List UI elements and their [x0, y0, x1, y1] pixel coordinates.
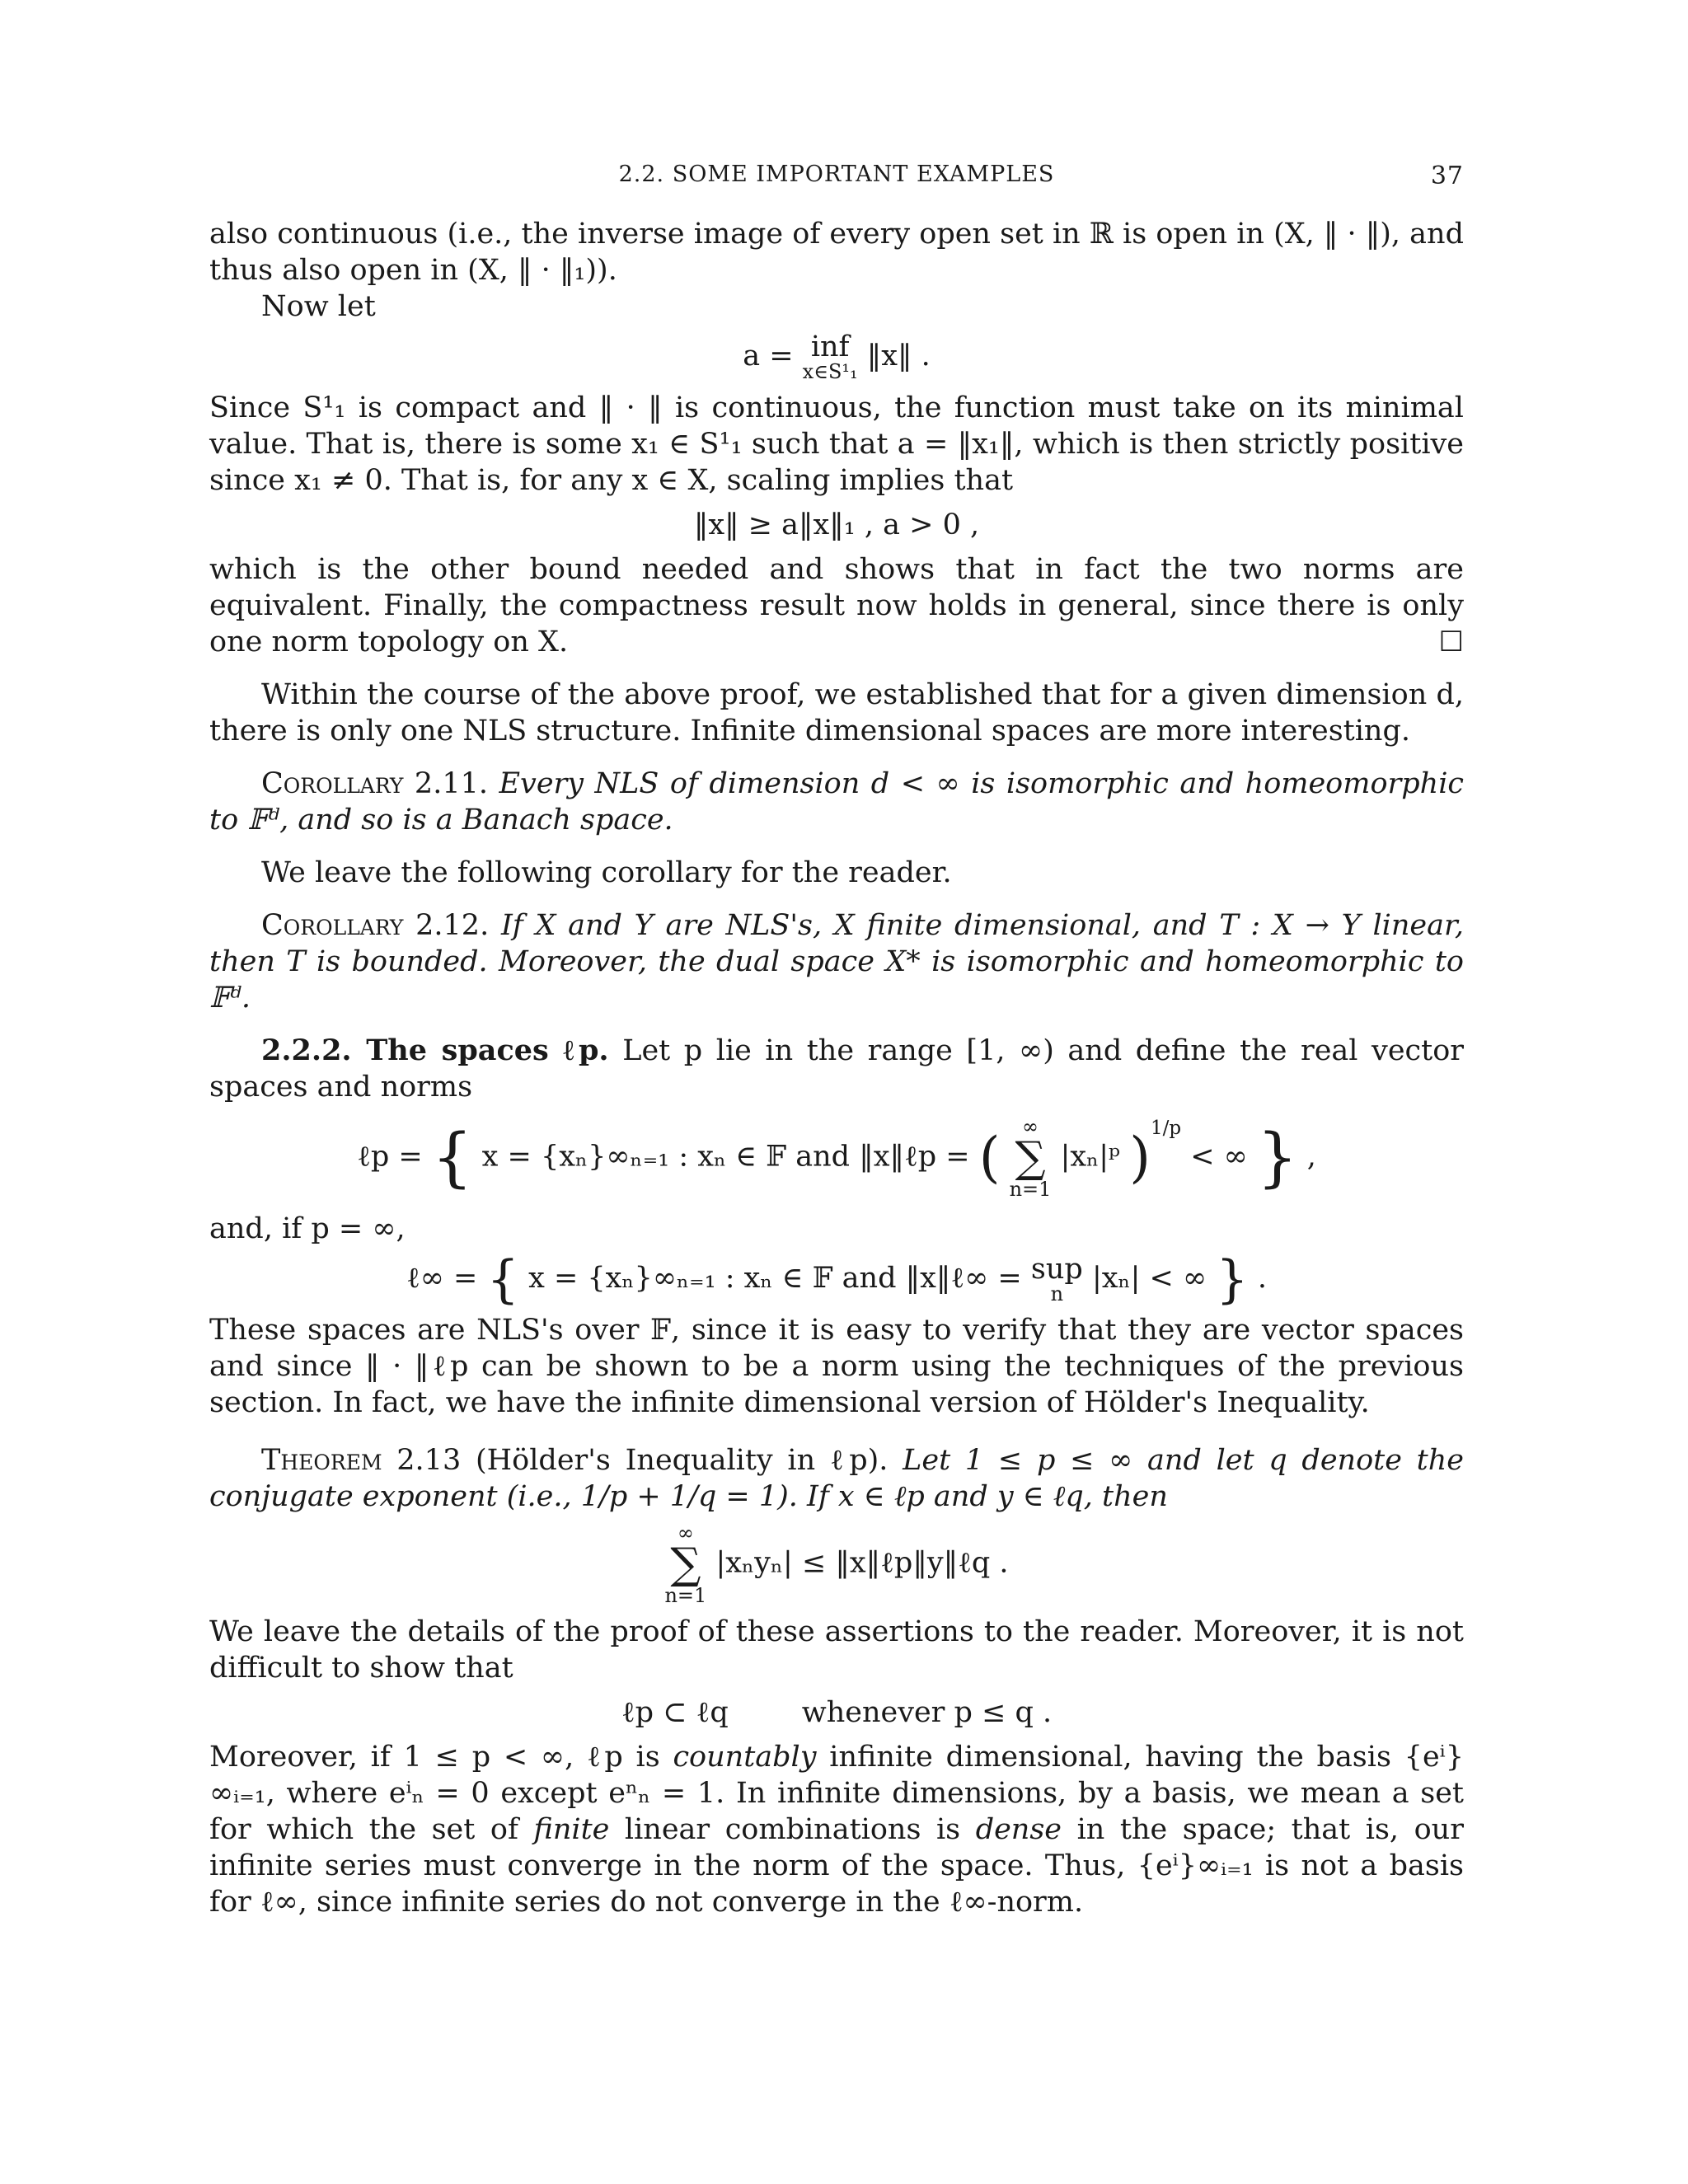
paragraph-nls-structure: Within the course of the above proof, we established that for a given dimension d, there is only one NLS structure. Infinite dimensional spaces are more interesting. [209, 678, 1464, 748]
supremum-operator: sup n [1030, 1253, 1083, 1305]
equation-infimum-left: a = [743, 340, 794, 373]
paragraph-now-let: Now let [261, 290, 376, 323]
corollary-2-12 [209, 907, 1464, 1016]
corollary-2-11 [209, 766, 1464, 838]
corollary-2-11-label: Corollary 2.11. [261, 767, 488, 800]
paragraph-continuation: also continuous (i.e., the inverse image of every open set in ℝ is open in (X, ‖ · ‖), and thus also open in (X, ‖ · ‖₁)). [209, 218, 1464, 287]
corollary-2-12-text: If X and Y are NLS's, X finite dimensional, and T : X → Y linear, then T is bounded. Moreover, the dual space X* is isomorphic and homeomorphic to 𝔽ᵈ. [209, 909, 1464, 1015]
equation-norm-bound: ‖x‖ ≥ a‖x‖₁ , a > 0 , [693, 509, 980, 541]
equation-inclusion: ℓp ⊂ ℓq whenever p ≤ q . [621, 1696, 1053, 1729]
paragraph-basis: Moreover, if 1 ≤ p < ∞, ℓp is countably infinite dimensional, having the basis {eⁱ}∞ᵢ₌₁, where eⁱₙ = 0 except eⁿₙ = 1. In infinite dimensions, by a basis, we mean a set for which the set of finite linear combinations is dense in the space; that is, our infinite series must converge in the norm of the space. Thus, {eⁱ}∞ᵢ₌₁ is not a basis for ℓ∞, since infinite series do not converge in the ℓ∞-norm. [209, 1741, 1464, 1919]
theorem-2-13 [209, 1442, 1464, 1515]
corollary-2-12-label: Corollary 2.12. [261, 909, 490, 942]
equation-linf-definition: ℓ∞ = { x = {xₙ}∞ₙ₌₁ : xₙ ∈ 𝔽 and ‖x‖ℓ∞ = sup n |xₙ| < ∞ } . [406, 1249, 1268, 1310]
equation-infimum [209, 330, 1464, 383]
theorem-2-13-name: (Hölder's Inequality in ℓp). [475, 1444, 889, 1477]
paragraph-compactness: Since S¹₁ is compact and ‖ · ‖ is continuous, the function must take on its minimal value. That is, there is some x₁ ∈ S¹₁ such that a = ‖x₁‖, which is then strictly positive since x₁ ≠ 0. That is, for any x ∈ X, scaling implies that [209, 391, 1464, 497]
section-heading: 2.2.2. The spaces ℓp. [261, 1033, 609, 1067]
sum-operator: ∞ ∑ n=1 [1009, 1115, 1052, 1201]
theorem-2-13-text: Let 1 ≤ p ≤ ∞ and let q denote the conjugate exponent (i.e., 1/p + 1/q = 1). If x ∈ ℓp and y ∈ ℓq, then [209, 1444, 1464, 1513]
paragraph-equivalence: which is the other bound needed and shows that in fact the two norms are equivalent. Finally, the compactness result now holds in general, since there is only one norm topology on X. ☐ [209, 553, 1464, 658]
infimum-operator: inf x∈S¹₁ [802, 330, 858, 383]
paragraph-leave-corollary: We leave the following corollary for the reader. [261, 856, 952, 889]
paragraph-nls-over-f: These spaces are NLS's over 𝔽, since it is easy to verify that they are vector spaces and since ‖ · ‖ℓp can be shown to be a norm using the techniques of the previous section. In fact, we have the infinite dimensional version of Hölder's Inequality. [209, 1314, 1464, 1419]
corollary-2-11-text: Every NLS of dimension d < ∞ is isomorphic and homeomorphic to 𝔽ᵈ, and so is a Banach space. [209, 767, 1464, 837]
section-2-2-2 [209, 1033, 1464, 1105]
theorem-2-13-label: Theorem 2.13 [261, 1444, 462, 1477]
running-title: 2.2. SOME IMPORTANT EXAMPLES [618, 162, 1055, 187]
paragraph-p-infinity: and, if p = ∞, [209, 1212, 406, 1245]
equation-holder: ∞ ∑ n=1 |xₙyₙ| ≤ ‖x‖ℓp‖y‖ℓq . [664, 1521, 1009, 1607]
equation-lp-definition: ℓp = { x = {xₙ}∞ₙ₌₁ : xₙ ∈ 𝔽 and ‖x‖ℓp = ( ∞ ∑ n=1 |xₙ|ᵖ )$^{1/p}$ < ∞ } , [357, 1115, 1316, 1201]
paragraph-proof-details: We leave the details of the proof of these assertions to the reader. Moreover, it is not difficult to show that [209, 1615, 1464, 1685]
sum-operator: ∞ ∑ n=1 [664, 1521, 707, 1607]
running-header [209, 162, 1464, 194]
qed-icon: ☐ [1438, 626, 1464, 658]
page-number: 37 [1430, 162, 1464, 190]
equation-infimum-right: ‖x‖ . [866, 340, 931, 373]
section-intro: Let p lie in the range [1, ∞) and define the real vector spaces and norms [209, 1034, 1464, 1104]
page-body [209, 216, 1464, 1920]
